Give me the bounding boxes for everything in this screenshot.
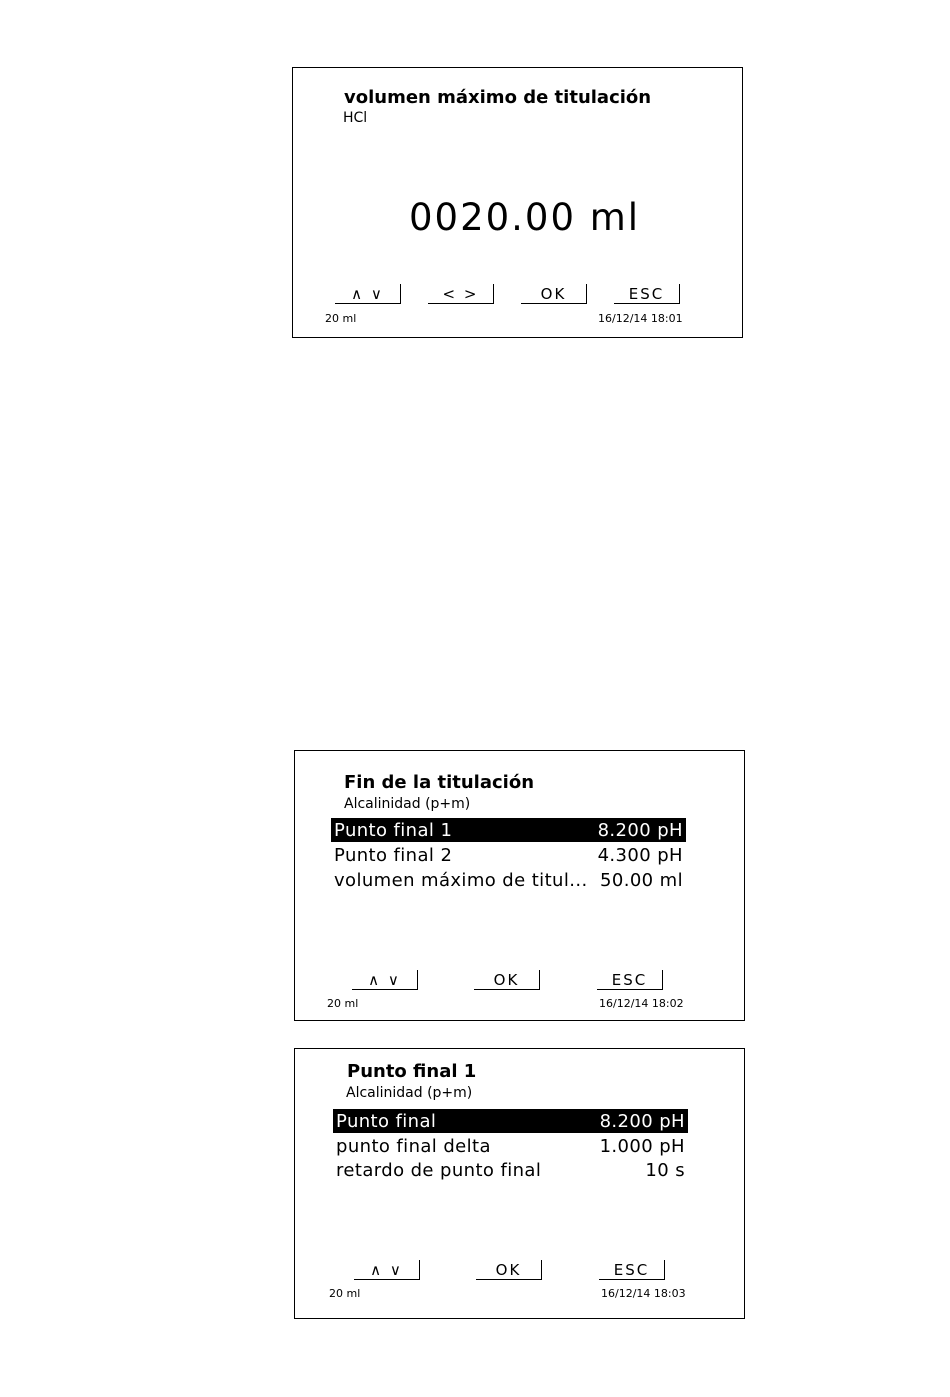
row-value: 1.000 pH — [599, 1135, 685, 1157]
timestamp-label: 16/12/14 18:03 — [601, 1287, 686, 1300]
timestamp-label: 16/12/14 18:02 — [599, 997, 684, 1010]
timestamp-label: 16/12/14 18:01 — [598, 312, 683, 325]
menu-row-max-volume[interactable] — [331, 868, 686, 892]
menu-row-endpoint-delta[interactable] — [333, 1134, 688, 1158]
screen-subtitle: Alcalinidad (p+m) — [344, 796, 471, 812]
screen-title: Punto final 1 — [347, 1061, 477, 1082]
burette-size-label: 20 ml — [327, 997, 359, 1010]
row-label: retardo de punto final — [336, 1159, 542, 1181]
row-value: 50.00 ml — [600, 869, 683, 891]
row-label: punto final delta — [336, 1135, 491, 1157]
burette-size-label: 20 ml — [325, 312, 357, 325]
row-value: 10 s — [645, 1159, 685, 1181]
burette-size-label: 20 ml — [329, 1287, 361, 1300]
screen-title: volumen máximo de titulación — [344, 87, 652, 108]
esc-button[interactable]: ESC — [597, 970, 663, 990]
esc-button[interactable]: ESC — [614, 284, 680, 304]
screen-subtitle: HCl — [343, 110, 368, 126]
screen-title: Fin de la titulación — [344, 772, 535, 793]
row-value: 4.300 pH — [597, 844, 683, 866]
up-down-button[interactable]: ∧ ∨ — [354, 1260, 420, 1280]
row-label: Punto final 2 — [334, 844, 453, 866]
screen-max-volume — [292, 67, 743, 338]
ok-button[interactable]: OK — [521, 284, 587, 304]
ok-button[interactable]: OK — [474, 970, 540, 990]
menu-row-endpoint-delay[interactable] — [333, 1158, 688, 1182]
menu-row-endpoint-1[interactable] — [331, 818, 686, 842]
screen-subtitle: Alcalinidad (p+m) — [346, 1085, 473, 1101]
screen-endpoint-1 — [294, 1048, 745, 1319]
up-down-button[interactable]: ∧ ∨ — [352, 970, 418, 990]
row-label: Punto final — [336, 1110, 437, 1132]
menu-row-endpoint[interactable] — [333, 1109, 688, 1133]
row-value: 8.200 pH — [597, 819, 683, 841]
row-value: 8.200 pH — [599, 1110, 685, 1132]
volume-value-field[interactable]: 0020.00 ml — [409, 196, 641, 239]
left-right-button[interactable]: < > — [428, 284, 494, 304]
up-down-button[interactable]: ∧ ∨ — [335, 284, 401, 304]
screen-end-titration — [294, 750, 745, 1021]
row-label: Punto final 1 — [334, 819, 453, 841]
esc-button[interactable]: ESC — [599, 1260, 665, 1280]
menu-row-endpoint-2[interactable] — [331, 843, 686, 867]
row-label: volumen máximo de titul... — [334, 869, 588, 891]
ok-button[interactable]: OK — [476, 1260, 542, 1280]
